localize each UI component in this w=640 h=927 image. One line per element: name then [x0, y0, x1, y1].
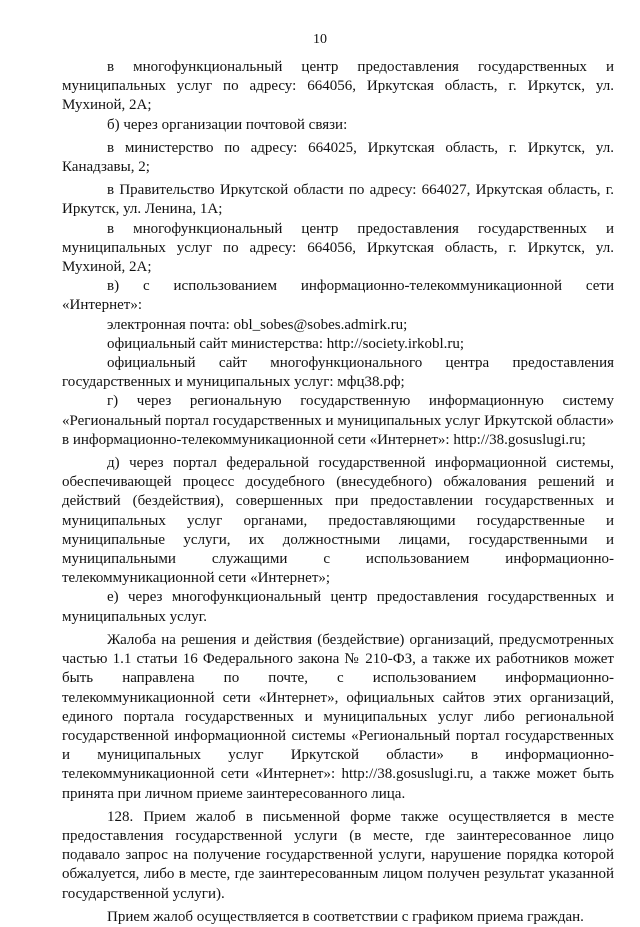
- document-body: [62, 58, 614, 927]
- paragraph-organizations-complaint: Жалоба на решения и действия (бездействие) организаций, предусмотренных частью 1.1 статьи 16 Федерального закона № 210-ФЗ, а также их работников может быть направлена по почте, с использованием информационно-телекоммуникационной сети «Интернет», официальных сайтов этих организаций, единого портала государственных и муниципальных услуг либо региональной государственной информационной системы «Региональный портал государственных и муниципальных услуг Иркутской области» в информационно-телекоммуникационной сети «Интернет»: http://38.gosuslugi.ru, а также может быть принята при личном приеме заинтересованного лица.: [62, 631, 614, 802]
- paragraph-ministry-address: в министерство по адресу: 664025, Иркутская область, г. Иркутск, ул. Канадзавы, 2;: [62, 139, 614, 176]
- paragraph-federal-portal: д) через портал федеральной государственной информационной системы, обеспечивающей процесс досудебного (внесудебного) обжалования решений и действий (бездействия), совершенных при предоставлении государственных и муниципальных услуг органами, предоставляющими государственные и муниципальные услуги, их должностными лицами, государственными и муниципальными служащими с использованием информационно-телекоммуникационной сети «Интернет»;: [62, 455, 614, 587]
- paragraph-government-address: в Правительство Иркутской области по адресу: 664027, Иркутская область, г. Иркутск, ул. Ленина, 1А;: [62, 182, 614, 218]
- page-number: 10: [313, 32, 327, 47]
- paragraph-regional-portal: г) через региональную государственную информационную систему «Региональный портал государственных и муниципальных услуг Иркутской области» в информационно-телекоммуникационной сети «Интернет»: http://38.gosuslugi.ru;: [62, 393, 614, 448]
- paragraph-mfc-address-2: в многофункциональный центр предоставления государственных и муниципальных услуг по адресу: 664056, Иркутская область, г. Иркутск, ул. Мухиной, 2А;: [62, 220, 614, 276]
- paragraph-email: электронная почта: obl_sobes@sobes.admirk.ru;: [107, 316, 408, 333]
- paragraph-mfc-site: официальный сайт многофункционального центра предоставления государственных и муниципальных услуг: мфц38.рф;: [62, 355, 614, 391]
- paragraph-128-written-complaints: 128. Прием жалоб в письменной форме также осуществляется в месте предоставления государственной услуги (в месте, где заинтересованное лицо подавало запрос на получение государственной услуги, нарушение порядка которой обжалуется, либо в месте, где заинтересованным лицом получен результат указанной государственной услуги).: [62, 808, 614, 902]
- paragraph-reception-schedule: Прием жалоб осуществляется в соответствии с графиком приема граждан.: [107, 908, 584, 925]
- paragraph-mfc-address-1: в многофункциональный центр предоставления государственных и муниципальных услуг по адресу: 664056, Иркутская область, г. Иркутск, ул. Мухиной, 2А;: [62, 59, 614, 114]
- paragraph-internet-heading: в) с использованием информационно-телекоммуникационной сети «Интернет»:: [62, 278, 614, 314]
- paragraph-ministry-site: официальный сайт министерства: http://society.irkobl.ru;: [107, 335, 465, 352]
- paragraph-mfc-complaint: е) через многофункциональный центр предоставления государственных и муниципальных услуг.: [62, 589, 614, 625]
- paragraph-postal-heading: б) через организации почтовой связи:: [107, 116, 348, 133]
